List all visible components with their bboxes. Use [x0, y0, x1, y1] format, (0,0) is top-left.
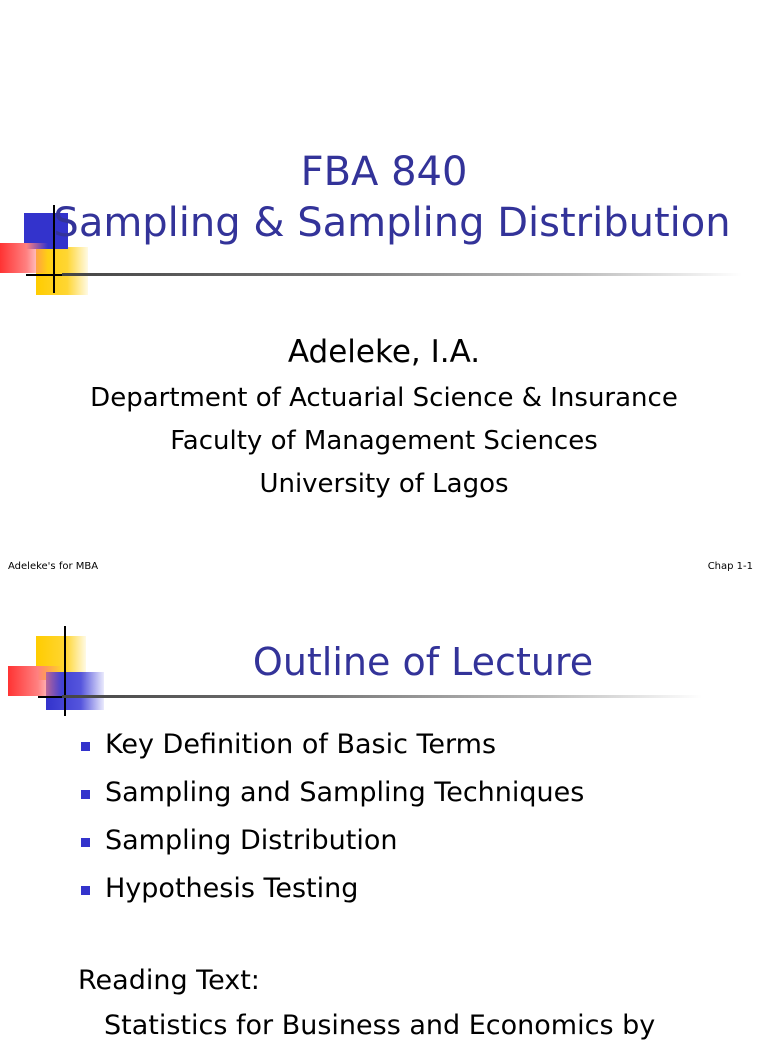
- presentation-code-title: FBA 840: [300, 149, 468, 195]
- title-rule: [62, 273, 742, 276]
- list-item: [78, 721, 584, 769]
- square-bullet-icon: [81, 886, 90, 895]
- slide-title: Outline of Lecture: [252, 640, 594, 684]
- affiliation-university: University of Lagos: [259, 469, 509, 499]
- bullet-text: Key Definition of Basic Terms: [105, 729, 497, 760]
- list-item: [78, 769, 584, 817]
- affiliation-faculty: Faculty of Management Sciences: [170, 426, 598, 456]
- bullet-text: Sampling and Sampling Techniques: [105, 777, 585, 808]
- square-bullet-icon: [81, 790, 90, 799]
- outline-slide: [0, 588, 768, 1041]
- outline-bullet-list: [78, 721, 584, 913]
- list-item: [78, 817, 584, 865]
- bullet-text: Sampling Distribution: [105, 825, 398, 856]
- presentation-title: Sampling & Sampling Distribution: [53, 200, 731, 246]
- reading-text-heading: Reading Text:: [78, 965, 260, 996]
- affiliation-department: Department of Actuarial Science & Insurance: [90, 383, 678, 413]
- author-name: Adeleke, I.A.: [287, 334, 481, 370]
- footer-page-number: Chap 1-1: [707, 561, 753, 572]
- square-bullet-icon: [81, 742, 90, 751]
- footer-left-text: Adeleke's for MBA: [8, 561, 99, 572]
- title-rule: [62, 695, 702, 698]
- bullet-text: Hypothesis Testing: [105, 873, 359, 904]
- reading-text-item: Statistics for Business and Economics by: [104, 1010, 656, 1041]
- square-bullet-icon: [81, 838, 90, 847]
- list-item: [78, 865, 584, 913]
